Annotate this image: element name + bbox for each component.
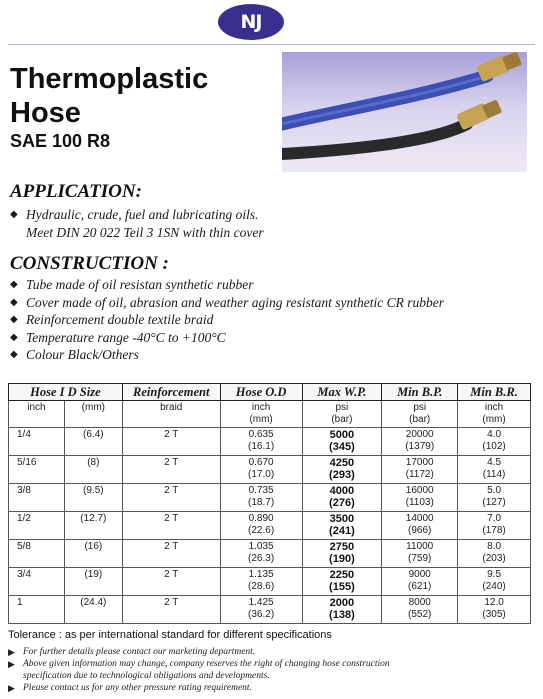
table-cell: (16)	[64, 540, 122, 568]
table-cell: 2 T	[122, 428, 220, 456]
table-cell: 2 T	[122, 512, 220, 540]
unit-cell: inch (mm)	[220, 401, 302, 428]
diamond-bullet-icon: ◆	[10, 279, 18, 290]
footnotes	[8, 646, 390, 694]
application-item: Meet DIN 20 022 Teil 3 1SN with thin cover	[26, 224, 264, 240]
table-row	[9, 484, 531, 512]
construction-item: ◆ Temperature range -40°C to +100°C	[10, 329, 226, 345]
diamond-bullet-icon: ◆	[10, 314, 18, 325]
table-cell: 5/8	[9, 540, 65, 568]
header-divider	[8, 44, 535, 45]
col-header-od: Hose O.D	[220, 384, 302, 401]
table-cell: 17000 (1172)	[382, 456, 458, 484]
table-cell: 5000 (345)	[302, 428, 382, 456]
table-header-row	[9, 384, 531, 401]
table-cell: 5/16	[9, 456, 65, 484]
construction-list	[10, 276, 444, 364]
table-row	[9, 568, 531, 596]
col-header-max-wp: Max W.P.	[302, 384, 382, 401]
table-cell: 7.0 (178)	[458, 512, 531, 540]
triangle-bullet-icon: ▶	[8, 683, 15, 693]
table-cell: 2 T	[122, 484, 220, 512]
table-cell: 2250 (155)	[302, 568, 382, 596]
triangle-bullet-icon: ▶	[8, 659, 15, 669]
table-cell: 1.135 (28.6)	[220, 568, 302, 596]
table-cell: 2 T	[122, 456, 220, 484]
col-header-id-size: Hose I D Size	[9, 384, 123, 401]
table-cell: 1/2	[9, 512, 65, 540]
table-row	[9, 456, 531, 484]
tolerance-note: Tolerance : as per international standard for different specifications	[8, 629, 332, 641]
unit-cell: inch (mm)	[458, 401, 531, 428]
table-cell: 4250 (293)	[302, 456, 382, 484]
footnote: ▶ For further details please contact our marketing department.	[8, 647, 256, 657]
table-cell: 8000 (552)	[382, 596, 458, 624]
table-cell: 0.890 (22.6)	[220, 512, 302, 540]
table-cell: (24.4)	[64, 596, 122, 624]
footnote: ▶ Please contact us for any other pressure rating requirement.	[8, 683, 252, 693]
application-item: ◆ Hydraulic, crude, fuel and lubricating oils.	[10, 207, 259, 222]
table-cell: (12.7)	[64, 512, 122, 540]
table-cell: (19)	[64, 568, 122, 596]
table-row	[9, 596, 531, 624]
diamond-bullet-icon: ◆	[10, 209, 18, 220]
footnote: specification due to technological obligations and developments.	[23, 671, 270, 681]
application-heading: APPLICATION:	[10, 181, 142, 202]
unit-cell: psi (bar)	[302, 401, 382, 428]
table-cell: 4.5 (114)	[458, 456, 531, 484]
triangle-bullet-icon: ▶	[8, 647, 15, 657]
logo-text: NJ	[240, 11, 262, 33]
footnote: ▶ Above given information may change, company reserves the right of changing hose construction	[8, 659, 390, 669]
col-header-min-bp: Min B.P.	[382, 384, 458, 401]
table-cell: 8.0 (203)	[458, 540, 531, 568]
table-cell: 1	[9, 596, 65, 624]
table-cell: 3/8	[9, 484, 65, 512]
table-cell: 20000 (1379)	[382, 428, 458, 456]
col-header-min-br: Min B.R.	[458, 384, 531, 401]
table-cell: 9000 (621)	[382, 568, 458, 596]
unit-cell: braid	[122, 401, 220, 428]
table-cell: (6.4)	[64, 428, 122, 456]
table-cell: 1/4	[9, 428, 65, 456]
table-cell: 14000 (966)	[382, 512, 458, 540]
table-cell: 2 T	[122, 568, 220, 596]
table-cell: 16000 (1103)	[382, 484, 458, 512]
table-cell: 2 T	[122, 540, 220, 568]
construction-item: ◆ Colour Black/Others	[10, 347, 139, 362]
table-cell: (9.5)	[64, 484, 122, 512]
unit-cell: psi (bar)	[382, 401, 458, 428]
hose-product-photo	[282, 52, 527, 172]
application-list	[10, 206, 264, 241]
table-cell: 9.5 (240)	[458, 568, 531, 596]
table-cell: 2000 (138)	[302, 596, 382, 624]
table-cell: 3500 (241)	[302, 512, 382, 540]
diamond-bullet-icon: ◆	[10, 349, 18, 360]
table-cell: 4000 (276)	[302, 484, 382, 512]
diamond-bullet-icon: ◆	[10, 331, 18, 343]
company-logo	[218, 4, 284, 40]
construction-item: ◆ Reinforcement double textile braid	[10, 312, 214, 327]
construction-heading: CONSTRUCTION :	[10, 253, 169, 274]
col-header-reinforcement: Reinforcement	[122, 384, 220, 401]
table-cell: 3/4	[9, 568, 65, 596]
product-subtitle: SAE 100 R8	[10, 131, 111, 151]
table-row	[9, 428, 531, 456]
page-title: Thermoplastic Hose	[10, 63, 209, 129]
table-cell: 11000 (759)	[382, 540, 458, 568]
diamond-bullet-icon: ◆	[10, 296, 18, 308]
table-cell: 0.670 (17.0)	[220, 456, 302, 484]
table-cell: 4.0 (102)	[458, 428, 531, 456]
table-cell: 2 T	[122, 596, 220, 624]
units-row	[9, 401, 531, 428]
table-cell: 1.425 (36.2)	[220, 596, 302, 624]
construction-item: ◆ Cover made of oil, abrasion and weather aging resistant synthetic CR rubber	[10, 294, 444, 310]
unit-cell: (mm)	[64, 401, 122, 428]
table-cell: 0.735 (18.7)	[220, 484, 302, 512]
table-cell: 1.035 (26.3)	[220, 540, 302, 568]
table-row	[9, 512, 531, 540]
table-cell: 12.0 (305)	[458, 596, 531, 624]
table-cell: (8)	[64, 456, 122, 484]
table-row	[9, 540, 531, 568]
black-hose	[282, 124, 467, 154]
table-cell: 0.635 (16.1)	[220, 428, 302, 456]
table-cell: 2750 (190)	[302, 540, 382, 568]
construction-item: ◆ Tube made of oil resistan synthetic rubber	[10, 277, 254, 292]
spec-table	[8, 383, 531, 624]
unit-cell: inch	[9, 401, 65, 428]
table-cell: 5.0 (127)	[458, 484, 531, 512]
hose-illustration	[282, 52, 527, 172]
